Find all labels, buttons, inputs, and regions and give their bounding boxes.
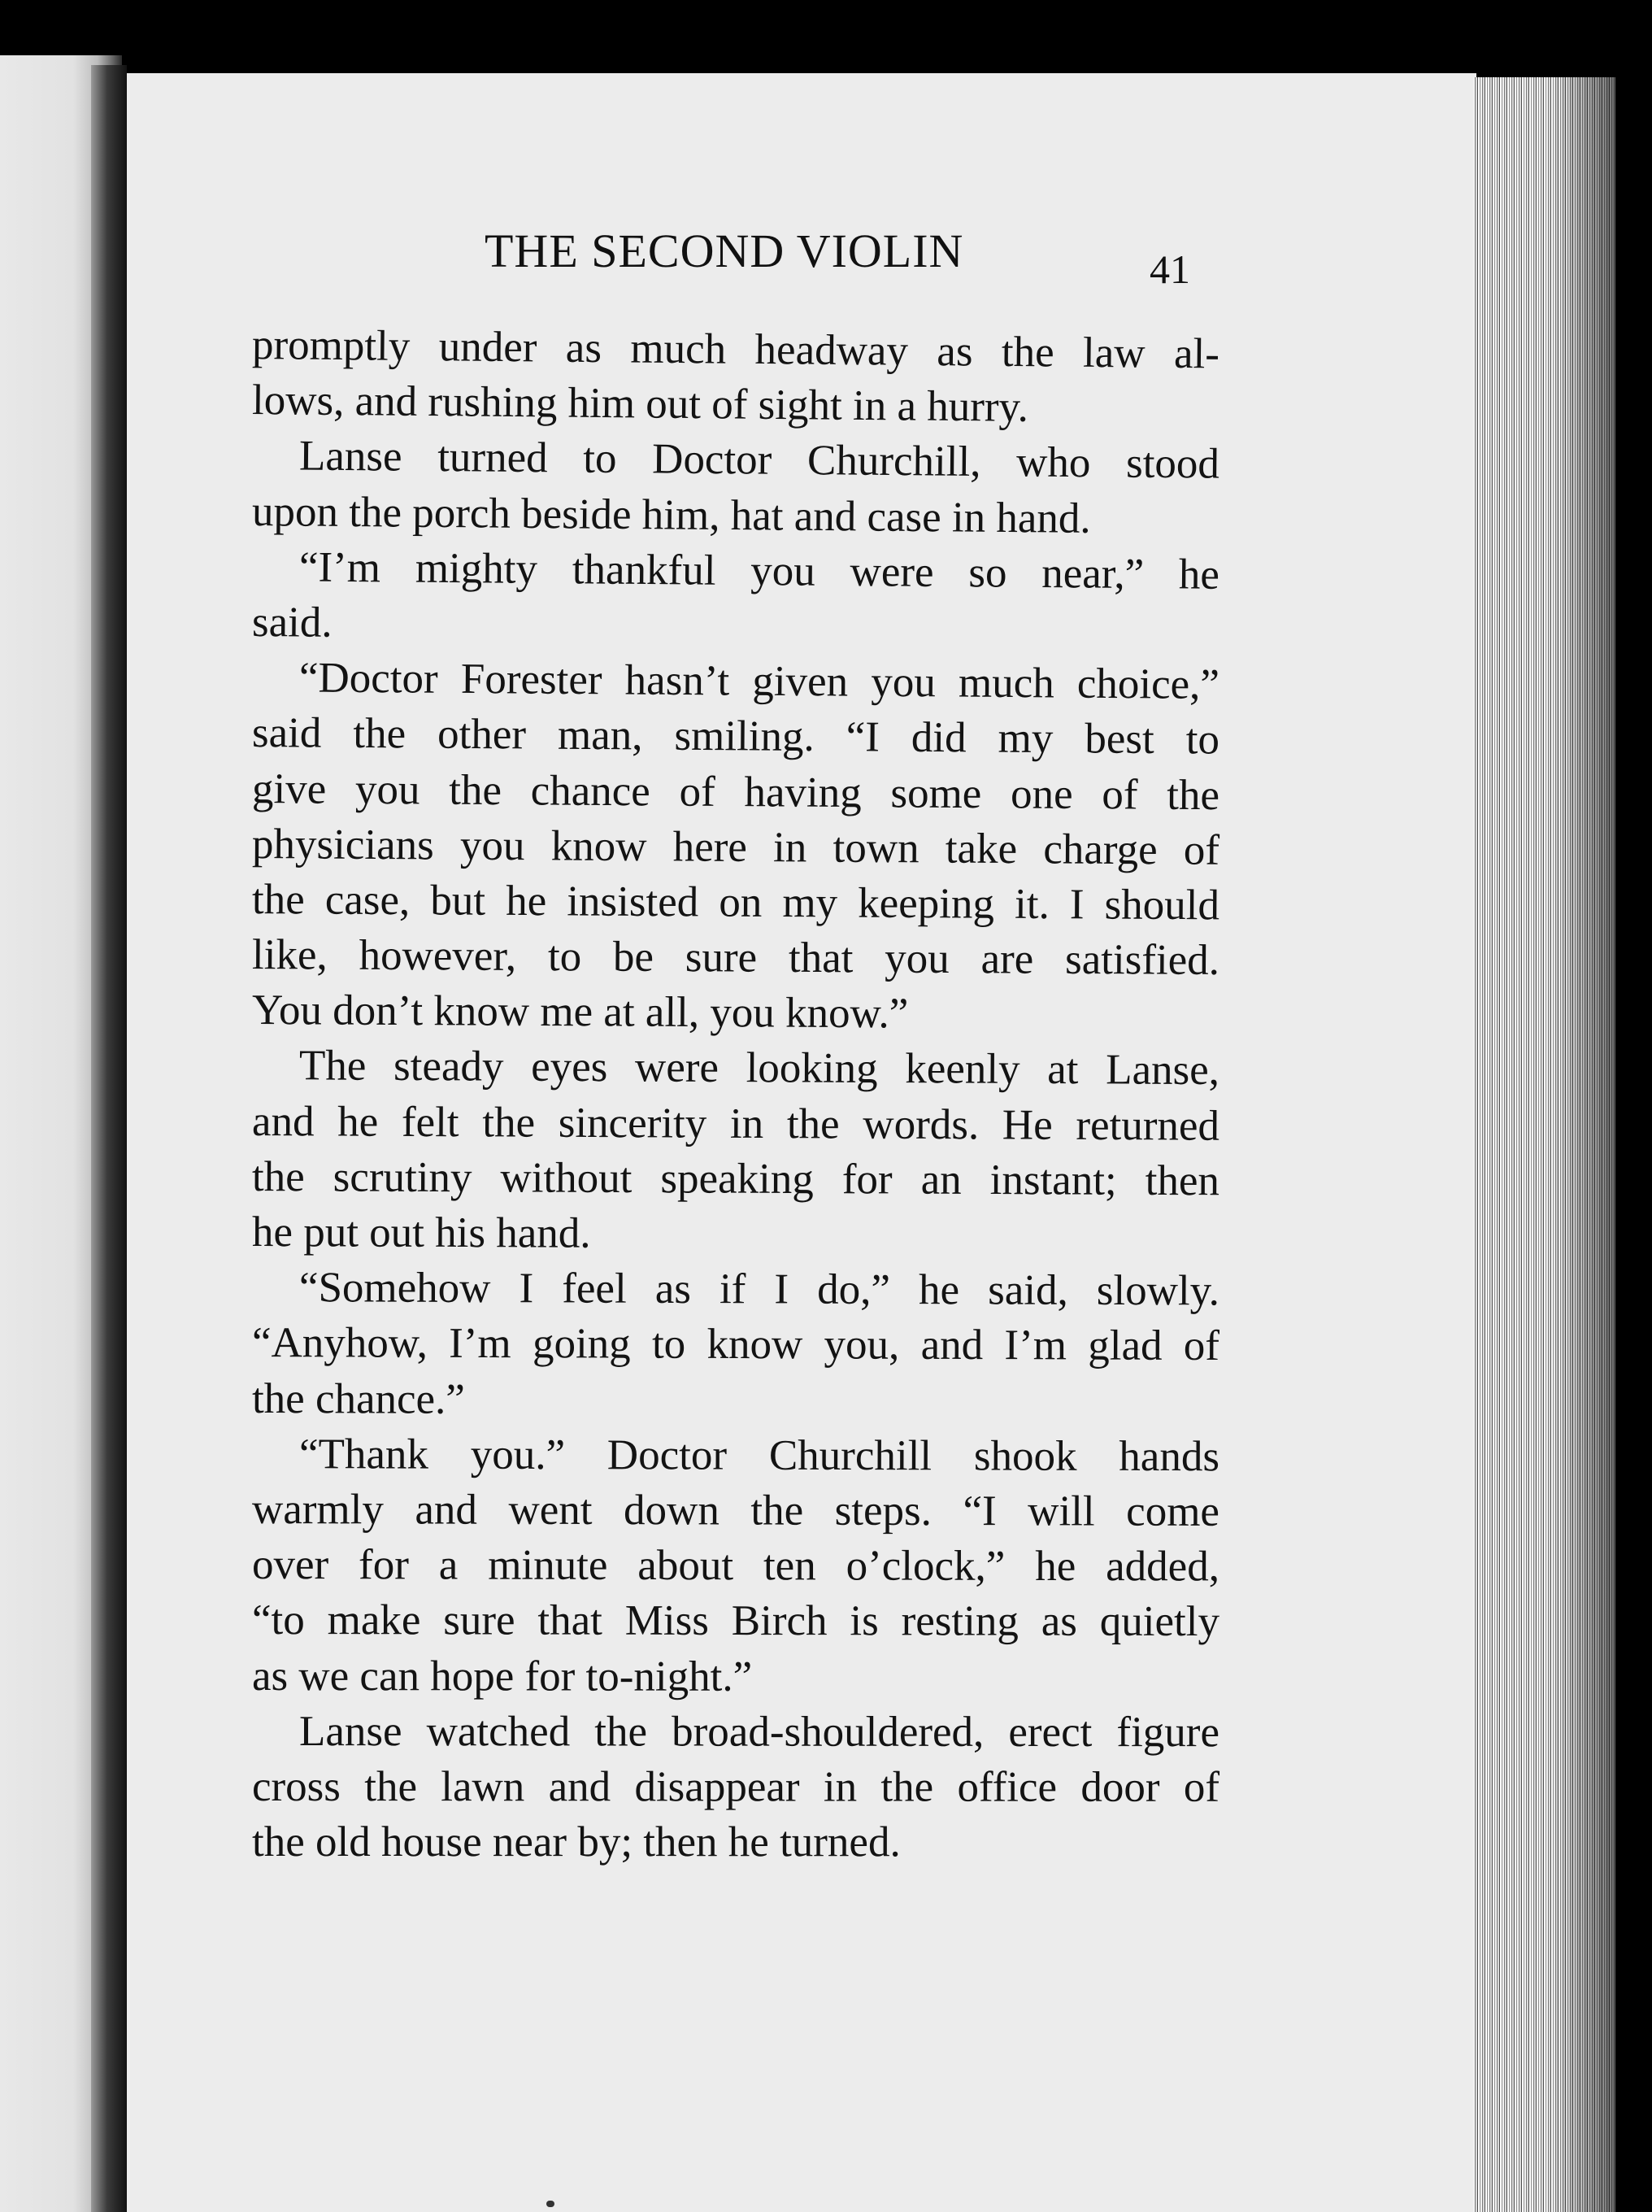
text-line: and he felt the sincerity in the words. He returned (251, 1097, 1220, 1150)
text-line: “Somehow I feel as if I do,” he said, slowly. (298, 1264, 1220, 1315)
scan-speck (546, 2201, 554, 2207)
page-edges-shadow (1473, 77, 1615, 2212)
text-line: You don’t know me at all, you know.” (251, 986, 909, 1038)
text-line: The steady eyes were looking keenly at Lanse, (298, 1042, 1220, 1095)
text-line: physicians you know here in town take charge of (251, 820, 1220, 874)
text-line: warmly and went down the steps. “I will come (251, 1485, 1220, 1535)
text-line: the old house near by; then he turned. (251, 1818, 901, 1866)
text-line: said the other man, smiling. “I did my best to (251, 709, 1220, 764)
text-line: “Anyhow, I’m going to know you, and I’m glad of (251, 1319, 1220, 1370)
text-line: the scrutiny without speaking for an instant; then (251, 1152, 1220, 1205)
text-line: cross the lawn and disappear in the office door of (251, 1762, 1220, 1811)
text-line: as we can hope for to-night.” (251, 1652, 753, 1700)
text-line: Lanse watched the broad-shouldered, erect figure (298, 1707, 1220, 1756)
text-line: “to make sure that Miss Birch is resting as quietly (251, 1596, 1220, 1646)
text-line: lows, and rushing him out of sight in a hurry. (251, 377, 1029, 432)
text-line: like, however, to be sure that you are satisfied. (251, 931, 1220, 984)
text-line: “I’m mighty thankful you were so near,” he (298, 543, 1220, 599)
text-line: give you the chance of having some one of the (251, 764, 1220, 819)
page-number: 41 (1150, 246, 1190, 292)
text-line: upon the porch beside him, hat and case in hand. (251, 487, 1091, 542)
book-gutter (91, 65, 127, 2212)
text-line: over for a minute about ten o’clock,” he added, (251, 1541, 1220, 1591)
text-line: “Doctor Forester hasn’t given you much choice,” (298, 654, 1220, 709)
text-line: he put out his hand. (251, 1208, 591, 1257)
body-text (252, 317, 1219, 1870)
running-head: THE SECOND VIOLIN (485, 224, 964, 277)
text-line: promptly under as much headway as the law al- (251, 321, 1220, 378)
text-line: Lanse turned to Doctor Churchill, who stood (298, 432, 1220, 488)
text-line: “Thank you.” Doctor Churchill shook hands (298, 1430, 1220, 1481)
text-line: the chance.” (251, 1374, 465, 1423)
text-line: said. (251, 598, 333, 647)
text-line: the case, but he insisted on my keeping it. I should (251, 875, 1220, 930)
